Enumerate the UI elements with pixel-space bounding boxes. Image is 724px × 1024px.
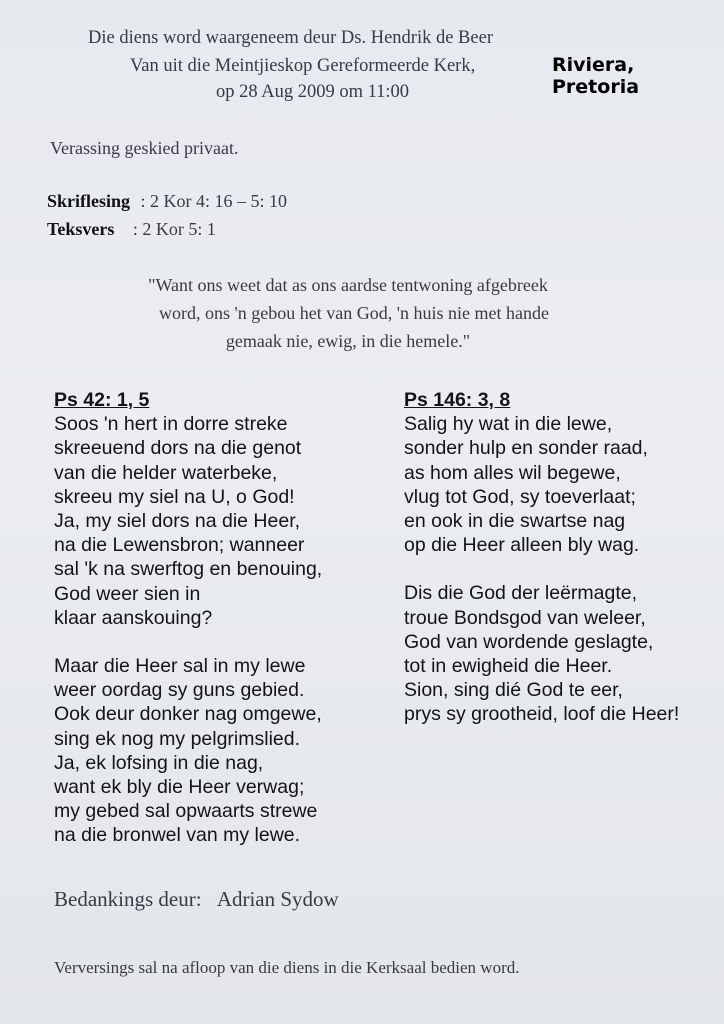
scripture-reading-label: Skriflesing — [47, 191, 131, 211]
psalm-right-stanza-1 — [404, 412, 679, 557]
psalm-line: Ja, ek lofsing in die nag, — [54, 751, 264, 774]
psalm-line: God weer sien in — [54, 582, 201, 605]
location-stamp — [552, 54, 639, 98]
church-line: Van uit die Meintjieskop Gereformeerde Kerk, — [130, 56, 476, 76]
psalm-line: klaar aanskouing? — [54, 606, 213, 629]
psalm-line: sonder hulp en sonder raad, — [404, 437, 648, 460]
psalm-line: op die Heer alleen bly wag. — [404, 534, 640, 557]
cremation-notice: Verassing geskied privaat. — [50, 138, 239, 158]
psalm-line: vlug tot God, sy toeverlaat; — [404, 485, 636, 508]
refreshments-notice: Verversings sal na afloop van die diens in die Kerksaal bedien word. — [54, 958, 520, 977]
psalm-line: Ook deur donker nag omgewe, — [54, 703, 322, 726]
psalm-left-stanza-2 — [54, 654, 322, 848]
officiant-line: Die diens word waargeneem deur Ds. Hendrik de Beer — [88, 28, 493, 48]
psalm-line: Maar die Heer sal in my lewe — [54, 655, 306, 678]
text-verse-label: Teksvers — [47, 219, 115, 239]
quote-line-2: word, ons 'n gebou het van God, 'n huis nie met hande — [159, 303, 549, 323]
psalm-left-title: Ps 42: 1, 5 — [54, 389, 150, 411]
psalm-line: want ek bly die Heer verwag; — [54, 776, 305, 799]
psalm-line: skreeu my siel na U, o God! — [54, 485, 295, 508]
psalm-line: Salig hy wat in die lewe, — [404, 413, 613, 436]
thanks-row — [54, 887, 339, 912]
location-stamp-line1: Riviera, — [552, 54, 635, 76]
psalm-left-stanza-1 — [54, 412, 322, 630]
psalm-left — [54, 388, 322, 848]
psalm-line: weer oordag sy guns gebied. — [54, 679, 305, 702]
psalm-right — [404, 388, 679, 727]
psalm-line: sing ek nog my pelgrimslied. — [54, 727, 301, 750]
location-stamp-line2: Pretoria — [552, 76, 640, 98]
psalm-line: sal 'k na swerftog en benouing, — [54, 558, 323, 581]
date-time-line: op 28 Aug 2009 om 11:00 — [216, 82, 410, 102]
psalm-line: van die helder waterbeke, — [54, 461, 278, 484]
psalm-right-stanza-2 — [404, 581, 679, 726]
psalm-line: na die bronwel van my lewe. — [54, 824, 301, 847]
psalm-line: Ja, my siel dors na die Heer, — [54, 510, 301, 533]
psalm-line: God van wordende geslagte, — [404, 630, 654, 653]
text-verse-row — [47, 219, 216, 240]
psalm-line: skreeuend dors na die genot — [54, 437, 302, 460]
scripture-reading-value: : 2 Kor 4: 16 – 5: 10 — [140, 191, 288, 211]
psalm-line: my gebed sal opwaarts strewe — [54, 800, 318, 823]
psalm-line: Soos 'n hert in dorre streke — [54, 413, 288, 436]
thanks-label: Bedankings deur: — [54, 887, 202, 911]
psalm-line: Sion, sing dié God te eer, — [404, 679, 623, 702]
psalm-line: Dis die God der leërmagte, — [404, 582, 638, 605]
scripture-reading-row — [47, 191, 287, 212]
thanks-name: Adrian Sydow — [216, 887, 339, 911]
psalm-line: troue Bondsgod van weleer, — [404, 606, 646, 629]
psalm-line: en ook in die swartse nag — [404, 510, 626, 533]
psalm-line: prys sy grootheid, loof die Heer! — [404, 703, 680, 726]
quote-line-3: gemaak nie, ewig, in die hemele." — [225, 331, 471, 351]
psalm-line: tot in ewigheid die Heer. — [404, 655, 613, 678]
quote-line-1: "Want ons weet dat as ons aardse tentwoning afgebreek — [148, 275, 548, 295]
text-verse-value: : 2 Kor 5: 1 — [132, 219, 216, 239]
psalm-line: na die Lewensbron; wanneer — [54, 534, 305, 557]
psalm-line: as hom alles wil begewe, — [404, 461, 621, 484]
psalm-right-title: Ps 146: 3, 8 — [404, 389, 511, 411]
